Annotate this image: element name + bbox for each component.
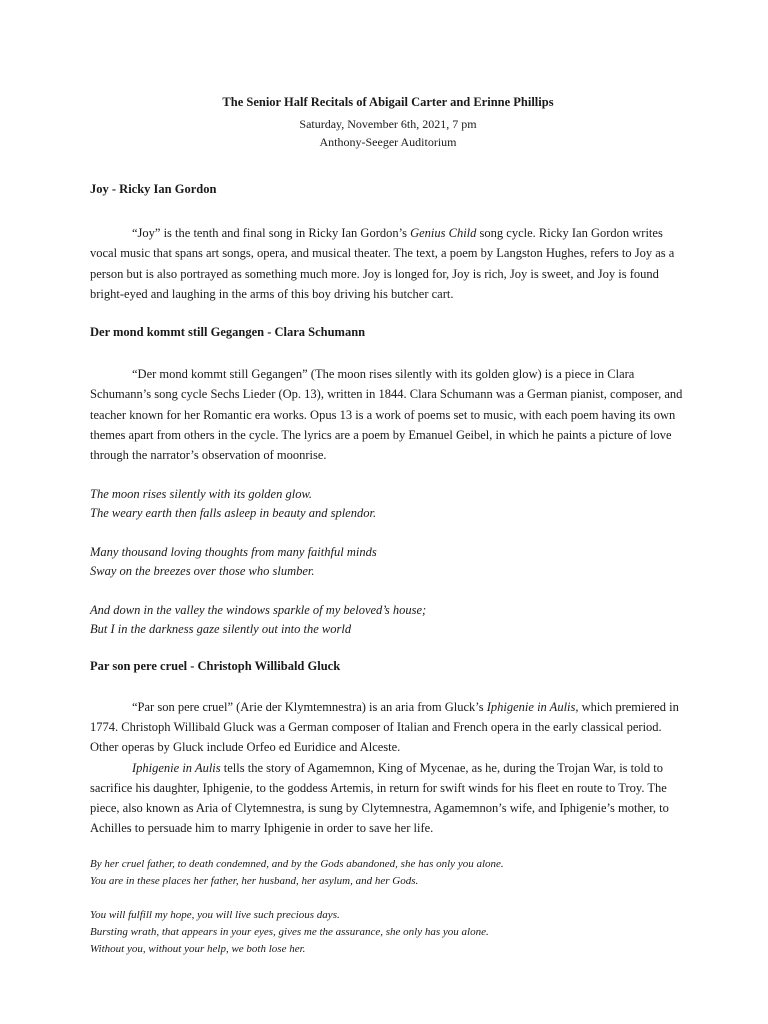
poem-stanza: [90, 601, 686, 640]
program-note-gluck-2: [90, 758, 686, 839]
section-heading-gluck: Par son pere cruel - Christoph Willibald Gluck: [90, 658, 341, 673]
opera-title: Iphigenie in Aulis,: [486, 699, 579, 714]
poem-line: Many thousand loving thoughts from many faithful minds: [90, 544, 377, 559]
poem-stanza: [90, 543, 686, 582]
aria-line: You are in these places her father, her husband, her asylum, and her Gods.: [90, 874, 419, 887]
aria-text-stanza: [90, 856, 686, 890]
poem-line: But I in the darkness gaze silently out into the world: [90, 622, 352, 637]
note-text: “Par son pere cruel” (Arie der Klymtemnestra) is an aria from Gluck’s: [132, 699, 487, 714]
recital-venue: Anthony-Seeger Auditorium: [319, 135, 457, 149]
section-heading-schumann: Der mond kommt still Gegangen - Clara Schumann: [90, 325, 366, 340]
poem-line: The moon rises silently with its golden glow.: [90, 486, 312, 501]
song-cycle-title: Genius Child: [410, 226, 477, 240]
recital-date: Saturday, November 6th, 2021, 7 pm: [299, 117, 477, 131]
note-text: which premiered in 1774. Christoph Willibald Gluck was a German composer of Italian and French opera in the early classical period. Other operas by Gluck include Orfeo ed Euridice and Alceste.: [90, 699, 679, 755]
note-text: tells the story of Agamemnon, King of Mycenae, as he, during the Trojan War, is told to sacrifice his daughter, Iphigenie, to the goddess Artemis, in return for swift winds for his fleet en route to Troy. The piece, also known as Aria of Clytemnestra, is sung by Clytemnestra, Agamemnon’s wife, and Iphigenie’s mother, to Achilles to persuade him to marry Iphigenie in order to save her life.: [90, 760, 669, 836]
aria-line: By her cruel father, to death condemned, and by the Gods abandoned, she has only you alone.: [90, 857, 504, 870]
document-page: [90, 94, 686, 958]
program-header: [90, 94, 686, 151]
note-text: “Joy” is the tenth and final song in Ricky Ian Gordon’s: [132, 226, 411, 240]
poem-line: And down in the valley the windows sparkle of my beloved’s house;: [90, 602, 427, 617]
poem-line: Sway on the breezes over those who slumber.: [90, 564, 315, 579]
note-text: song cycle. Ricky Ian Gordon writes vocal music that spans art songs, opera, and musical theater. The text, a poem by Langston Hughes, refers to Joy as a person but is also portrayed as something much more. Joy is longed for, Joy is rich, Joy is sweet, and Joy is found bright-eyed and laughing in the arms of this boy driving his butcher cart.: [90, 226, 675, 301]
poem-line: The weary earth then falls asleep in beauty and splendor.: [90, 506, 377, 521]
aria-line: You will fulfill my hope, you will live such precious days.: [90, 908, 340, 921]
aria-line: Bursting wrath, that appears in your eyes, gives me the assurance, she only has you alone.: [90, 925, 489, 938]
program-note-schumann: “Der mond kommt still Gegangen” (The moon rises silently with its golden glow) is a piece in Clara Schumann’s song cycle Sechs Lieder (Op. 13), written in 1844. Clara Schumann was a German pianist, composer, and teacher known for her Romantic era works. Opus 13 is a work of poems set to music, with each poem having its own themes apart from others in the cycle. The lyrics are a poem by Emanuel Geibel, in which he paints a picture of love through the narrator’s observation of moonrise.: [90, 367, 683, 463]
opera-title: Iphigenie in Aulis: [132, 760, 221, 775]
poem-stanza: [90, 485, 686, 524]
program-note-joy: [90, 223, 686, 304]
aria-text-stanza: [90, 907, 686, 958]
aria-line: Without you, without your help, we both lose her.: [90, 942, 306, 955]
section-heading-joy: Joy - Ricky Ian Gordon: [90, 182, 217, 196]
program-note-gluck: [90, 697, 686, 758]
recital-title: The Senior Half Recitals of Abigail Carter and Erinne Phillips: [222, 95, 554, 109]
